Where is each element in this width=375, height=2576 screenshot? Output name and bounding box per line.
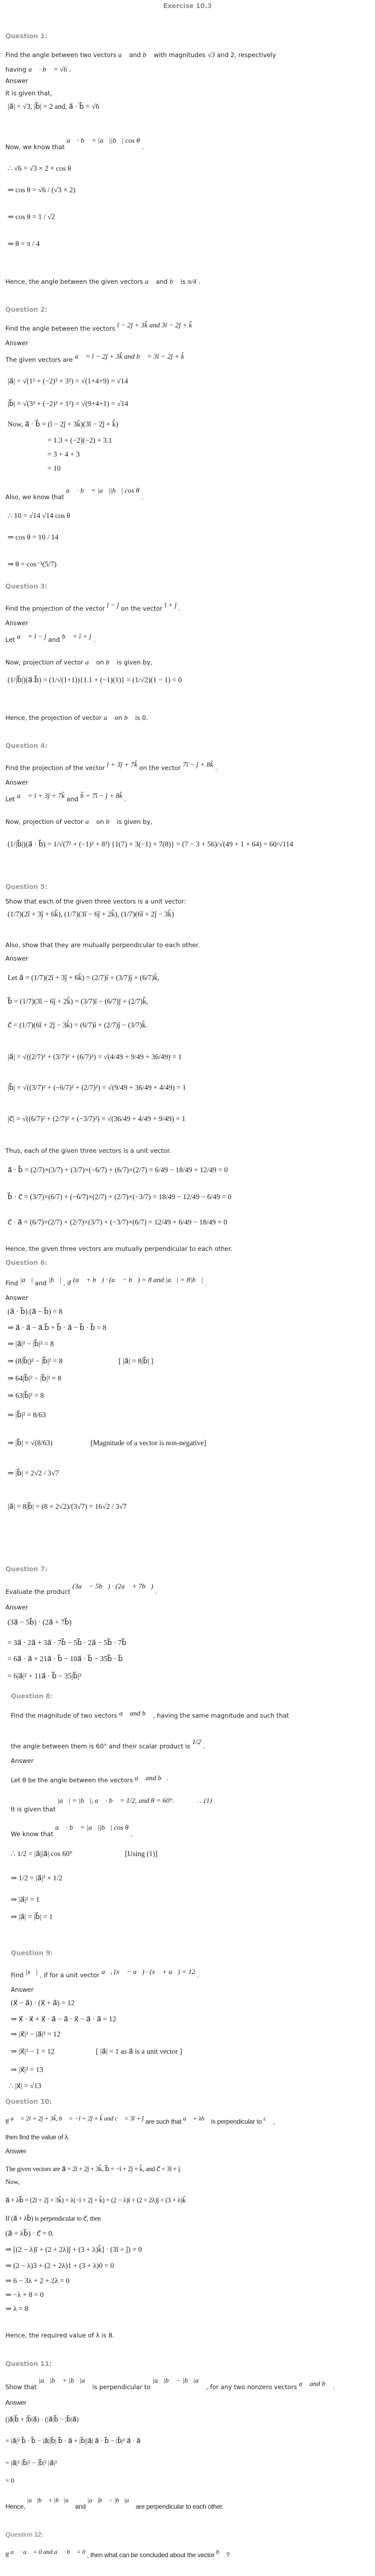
question-5-heading: Question 5: — [5, 883, 47, 891]
math-expr: î + ĵ — [164, 601, 177, 609]
question-8-prompt-cont — [11, 1738, 205, 1751]
question-11-prompt — [5, 2376, 335, 2391]
vector-b: b⃗ — [106, 658, 115, 666]
conclusion-text: Hence, the required value of λ is 8. — [5, 2332, 115, 2339]
answer-text: Now, projection of vector — [5, 818, 84, 825]
question-6-prompt — [5, 1276, 207, 1287]
answer-label: Answer — [5, 779, 29, 786]
question-5-prompt: Show that each of the given three vectors is a unit vector: — [5, 898, 186, 905]
math-expr: î − 2ĵ + 3k̂ and 3î − 2ĵ + k̂ — [117, 321, 192, 329]
question-12-heading: Question 12: — [5, 2531, 44, 2538]
answer-label: Answer — [5, 2399, 26, 2406]
prompt-text: is perpendicular to — [92, 2383, 151, 2391]
question-2-prompt — [5, 321, 192, 333]
math-step: Let a⃗ = (1/7)(2î + 3ĵ + 6k̂) = (2/7)î + (3/7)ĵ + (6/7)k̂, — [8, 974, 159, 982]
vector-a: a⃗ — [85, 817, 94, 825]
math-expr: a⃗ + λb⃗ — [183, 2115, 210, 2122]
math-expr: (1/7)(2î + 3ĵ + 6k̂), (1/7)(3î − 6ĵ + 2k̂), (1/7)(6î + 2ĵ − 3k̂) — [8, 910, 174, 918]
answer-text: Let θ be the angle between the vectors — [11, 1776, 133, 1784]
question-6-heading: Question 6: — [5, 1259, 47, 1266]
math-note: [Magnitude of a vector is non-negative] — [91, 1439, 206, 1447]
math-step: c⃗ · a⃗ = (6/7)×(2/7) + (2/7)×(3/7) + (−3/7)×(6/7) = 12/49 + 6/49 − 18/49 = 0 — [8, 1218, 227, 1226]
question-5-prompt-cont: Also, show that they are mutually perpendicular to each other. — [5, 941, 200, 949]
question-3-heading: Question 3: — [5, 583, 47, 590]
math-expr: |a⃗|b⃗ + |b⃗|a⃗ — [26, 2496, 74, 2504]
answer-text: Now, projection of vector — [5, 659, 84, 666]
answer-text: Hence, the projection of vector — [5, 714, 102, 722]
answer-text: Thus, each of the given three vectors is a unit vector. — [5, 1147, 171, 1154]
conclusion-text — [5, 713, 148, 722]
answer-text: The given vectors are — [5, 356, 73, 363]
math-step: ⇒ |b⃗| = 2√2 / 3√7 — [8, 1469, 59, 1477]
math-step: ⇒ |b⃗| = √(8/63) — [8, 1439, 53, 1447]
math-step: b⃗ = (1/7)(3î − 6ĵ + 2k̂) = (3/7)î − (6/7)ĵ + (2/7)k̂, — [8, 997, 148, 1005]
question-4-prompt — [5, 760, 217, 772]
math-step: ∴ 1/2 = |a⃗||a⃗| cos 60° — [11, 1850, 73, 1858]
math-step: ⇒ x⃗ · x⃗ + x⃗ · a⃗ − a⃗ · x⃗ − a⃗ · a⃗ = 12 — [11, 2015, 116, 2023]
answer-label: Answer — [5, 2147, 26, 2155]
answer-text: and — [48, 636, 60, 643]
page-title: Exercise 10.3 — [163, 2, 212, 10]
math-step: = 6|a⃗|² + 11a⃗ · b⃗ − 35|b⃗|² — [8, 1672, 81, 1680]
math-step: a⃗ + λb⃗ = (2î + 2ĵ + 3k̂) + λ(−î + 2ĵ + k̂) = (2 − λ)î + (2 + 2λ)ĵ + (3 + λ)k̂ — [5, 2196, 186, 2204]
question-8-heading: Question 8: — [11, 1692, 53, 1700]
question-10-heading: Question 10: — [5, 2098, 52, 2105]
prompt-text: and 2, respectively — [217, 51, 276, 59]
punct: . — [69, 66, 71, 73]
prompt-text: Find — [5, 1279, 18, 1287]
math-step: (a⃗ · b⃗).(a⃗ − b⃗) = 8 — [8, 1307, 63, 1315]
math-step: c⃗ = (1/7)(6î + 2ĵ − 3k̂) = (6/7)î + (2/7)ĵ − (3/7)k̂. — [8, 1021, 148, 1029]
math-step: |a⃗| = 8|b⃗| = (8 × 2√2)/(3√7) = 16√2 / 3√7 — [8, 1502, 127, 1510]
punct: . — [178, 605, 180, 612]
prompt-text: , then what can be concluded about the vector — [87, 2551, 215, 2559]
answer-text — [5, 352, 184, 364]
math-step: |b⃗| = √(3² + (−2)² + 1²) = √(9+4+1) = √14 — [8, 400, 128, 408]
math-step: = 10 — [47, 464, 61, 472]
prompt-text: Show that — [5, 2383, 37, 2391]
math-expr: b⃗ = î + ĵ — [61, 632, 92, 640]
math-step: ⇒ |a⃗|² − |b⃗|² = 8 — [8, 1340, 54, 1348]
vector-b: b⃗ — [143, 51, 152, 59]
math-expr: a⃗, (x⃗ − a⃗) · (x⃗ + a⃗) = 12 — [101, 1968, 196, 1976]
vector-c: c⃗ — [263, 2115, 272, 2122]
vector-b: b⃗ — [124, 713, 134, 722]
answer-label: Answer — [11, 1757, 34, 1765]
math-expr: î + 3ĵ + 7k̂ — [107, 760, 137, 768]
math-step: = 6a⃗ · a⃗ + 21a⃗ · b⃗ − 10a⃗ · b⃗ − 35b⃗ · b⃗ — [8, 1655, 123, 1663]
math-step: (1/|b⃗|)(a⃗.b⃗) = (1/√(1+1)){1.1 + (−1)(1)} = (1/√2)(1 − 1) = 0 — [8, 676, 182, 684]
prompt-text: and — [129, 51, 141, 59]
math-expr: a⃗ and b⃗ — [119, 1709, 151, 1717]
answer-text: It is given that, — [5, 89, 52, 97]
prompt-text: , having the same magnitude and such that — [152, 1712, 289, 1719]
answer-text: Now, we know that — [5, 143, 65, 151]
vector-a: a⃗ — [118, 51, 128, 59]
answer-text: on — [96, 659, 104, 666]
math-step: ⇒ |x⃗|² − 1 = 12 — [11, 2047, 55, 2055]
punct: ? — [226, 2551, 230, 2559]
math-expr: |a⃗| — [20, 1276, 33, 1284]
answer-text: and — [156, 278, 168, 285]
question-7-heading: Question 7: — [5, 1565, 47, 1573]
prompt-text: with magnitudes — [154, 51, 206, 59]
math-expr: 1/2 — [192, 1738, 202, 1746]
answer-text — [5, 792, 127, 803]
punct: . — [215, 764, 217, 772]
math-step: a⃗ · b⃗ = (2/7)×(3/7) + (3/7)×(−6/7) + (6/7)×(2/7) = 6/49 − 18/49 + 12/49 = 0 — [8, 1166, 228, 1174]
math-expr: a⃗ and b⃗ — [298, 2379, 331, 2388]
prompt-text: , for any two nonzero vectors — [206, 2383, 297, 2391]
math-step: (1/|b⃗|)(a⃗ · b⃗) = 1/√(7² + (−1)² + 8²) {1(7) + 3(−1) + 7(8)} = (7 − 3 + 56)/√(49 + 1 + 64) = 60/√114 — [8, 840, 294, 848]
vector-a: a⃗ — [145, 277, 154, 285]
math-step: ∴ √6 = √3 × 2 × cos θ — [8, 164, 71, 172]
answer-text — [11, 1796, 212, 1814]
math-expr: a⃗ = î − ĵ — [17, 632, 46, 640]
math-expr: a⃗ · b⃗ = |a⃗||b⃗| cos θ — [66, 136, 140, 144]
answer-text: Let — [5, 795, 15, 803]
answer-text: on — [96, 818, 104, 825]
math-expr: î − ĵ — [107, 601, 119, 609]
math-step: |a⃗| = √(1² + (−2)² + 3²) = √(1+4+9) = √14 — [8, 377, 128, 385]
punct: . — [197, 1971, 199, 1979]
answer-text — [5, 486, 143, 501]
math-expr: |x⃗| — [25, 1968, 38, 1976]
math-step: ⇒ 1/2 = |a⃗|² × 1/2 — [11, 1874, 63, 1882]
math-step: = 3a⃗ · 2a⃗ + 3a⃗ · 7b⃗ − 5b⃗ · 2a⃗ − 5b⃗ · 7b⃗ — [8, 1639, 127, 1647]
math-step: = 1.3 + (−2)(−2) + 3.1 — [47, 436, 113, 444]
math-step: |a⃗| = √3, |b⃗| = 2 and, a⃗ · b⃗ = √6 — [8, 102, 100, 110]
answer-text: Also, we know that — [5, 493, 64, 501]
answer-text — [5, 136, 144, 151]
conclusion-text: Hence, the given three vectors are mutually perpendicular to each other. — [5, 1245, 233, 1252]
prompt-text: are such that — [145, 2118, 182, 2125]
answer-text — [5, 632, 95, 644]
math-step: b⃗ · c⃗ = (3/7)×(6/7) + (−6/7)×(2/7) + (2/7)×(−3/7) = 18/49 − 12/49 − 6/49 = 0 — [8, 1193, 232, 1201]
prompt-text: on the vector — [139, 764, 181, 772]
question-9-prompt — [11, 1968, 199, 1979]
vector-b: b⃗ — [106, 817, 115, 825]
math-step: ⇒ cos θ = 10 / 14 — [8, 533, 59, 541]
question-12-prompt — [5, 2548, 230, 2559]
answer-text — [11, 1823, 133, 1838]
prompt-text: on the vector — [121, 605, 163, 612]
math-step: ⇒ θ = cos⁻¹(5/7) — [8, 560, 57, 568]
math-expr: |a⃗|b⃗ − |b⃗|a⃗ — [87, 2496, 134, 2504]
answer-text: on — [114, 714, 122, 722]
prompt-text: Find — [11, 1971, 24, 1979]
answer-label: Answer — [5, 1294, 29, 1301]
answer-label: Answer — [5, 955, 29, 962]
math-expr: |a⃗|b⃗ + |b⃗|a⃗ — [38, 2376, 91, 2384]
math-expr: |a⃗| = |b⃗|, a⃗ · b⃗ = 1/2, and θ = 60°. — [57, 1796, 175, 1804]
prompt-text: Find the angle between the vectors — [5, 325, 115, 332]
question-7-prompt — [5, 1582, 157, 1596]
answer-label: Answer — [5, 77, 29, 85]
math-step: = |a⃗|² |b⃗|² − |b⃗|² |a⃗|² — [5, 2459, 57, 2467]
math-step: (x⃗ − a⃗) · (x⃗ + a⃗) = 12 — [11, 1999, 75, 2007]
prompt-text: Find the projection of the vector — [5, 764, 105, 772]
vector-b: b⃗ — [169, 277, 179, 285]
question-1-heading: Question 1: — [5, 32, 47, 40]
answer-label: Answer — [5, 619, 29, 627]
answer-text: is given by, — [116, 659, 152, 666]
question-9-heading: Question 9: — [11, 1949, 53, 1957]
punct: . — [141, 493, 143, 501]
math-step: (3a⃗ − 5b⃗) · (2a⃗ + 7b⃗) — [8, 1618, 72, 1626]
punct: . — [205, 1279, 207, 1287]
prompt-text: the angle between them is 60° and their scalar product is — [11, 1742, 190, 1750]
math-step: ⇒ |a⃗| = |b⃗| = 1 — [11, 1913, 53, 1921]
math-step: ⇒ [(2 − λ)î + (2 + 2λ)ĵ + (3 + λ)k̂] · (3î + ĵ) = 0 — [5, 2245, 142, 2253]
prompt-text: and — [34, 1279, 47, 1287]
math-step: The given vectors are a⃗ = 2î + 2ĵ + 3k̂, b⃗ = −î + 2ĵ + k̂, and c⃗ = 3î + ĵ. — [5, 2165, 182, 2173]
prompt-text: having — [5, 66, 26, 73]
answer-label: Answer — [5, 339, 29, 347]
math-ref: …(1) — [197, 1796, 212, 1804]
punct: , — [273, 2118, 275, 2125]
math-step: = 0 — [5, 2477, 15, 2484]
question-4-heading: Question 4: — [5, 742, 47, 750]
answer-text: and — [66, 795, 79, 803]
punct: . — [203, 1742, 205, 1750]
math-expr: b̂ = 7î − ĵ + 8k̂ — [80, 792, 123, 800]
answer-text: Let — [5, 636, 15, 643]
math-step: ⇒ −λ + 8 = 0 — [5, 2291, 44, 2299]
math-step: |c⃗| = √((6/7)² + (2/7)² + (−3/7)²) = √(36/49 + 4/49 + 9/49) = 1 — [8, 1115, 186, 1123]
math-step: = |a⃗|² b⃗ · b⃗ − |a⃗||b⃗| b⃗ · a⃗ + |b⃗||a⃗| a⃗ · b⃗ − |b⃗|² a⃗ · a⃗ — [5, 2437, 141, 2445]
math-step: (|a⃗|b⃗ + |b⃗|a⃗) · (|a⃗|b⃗ − |b⃗|a⃗) — [5, 2416, 79, 2423]
answer-text — [5, 817, 152, 826]
math-step: ⇒ cos θ = √6 / (√3 × 2) — [8, 186, 75, 194]
prompt-text: If — [5, 2551, 9, 2559]
prompt-text: Find the projection of the vector — [5, 605, 105, 612]
math-expr: a⃗ = 2î + 2ĵ + 3k̂, b⃗ = −î + 2ĵ + k̂ and c⃗ = 3î + ĵ — [10, 2115, 144, 2122]
math-step: ⇒ |a⃗|² = 1 — [11, 1895, 40, 1903]
math-step: ⇒ |b⃗|² = 8/63 — [8, 1411, 46, 1419]
prompt-text: If — [5, 2118, 9, 2125]
math-step: ⇒ 6 − 3λ + 2 + 2λ = 0 — [5, 2277, 70, 2285]
math-step: ⇒ λ = 8 — [5, 2305, 29, 2313]
prompt-text: Find the angle between two vectors — [5, 51, 116, 59]
vector-a: a⃗ — [85, 658, 94, 666]
math-step: ⇒ (2 − λ)3 + (2 + 2λ)1 + (3 + λ)0 = 0 — [5, 2262, 114, 2270]
prompt-text: is perpendicular to — [211, 2118, 262, 2125]
question-3-prompt — [5, 601, 180, 613]
vector-a: a⃗ — [103, 713, 113, 722]
punct: . — [332, 2383, 335, 2391]
question-1-prompt — [5, 51, 276, 59]
math-step: ⇒ (8|b⃗|)² − |b⃗|² = 8 — [8, 1357, 63, 1365]
math-step: |b⃗| = √((3/7)² + (−6/7)² + (2/7)²) = √(9/49 + 36/49 + 4/49) = 1 — [8, 1083, 186, 1091]
answer-text: are perpendicular to each other. — [135, 2503, 224, 2510]
math-step: ⇒ cos θ = 1 / √2 — [8, 213, 55, 221]
prompt-text: , if for a unit vector — [39, 1971, 100, 1979]
prompt-text: Find the magnitude of two vectors — [11, 1712, 117, 1719]
conclusion-text — [5, 2496, 224, 2511]
math-expr: π/4 — [187, 277, 197, 285]
math-expr: (3a⃗ − 5b⃗) · (2a⃗ + 7b⃗) — [72, 1582, 154, 1590]
answer-text: We know that — [11, 1830, 53, 1838]
punct: . — [93, 636, 95, 643]
prompt-text: , if — [63, 1279, 71, 1287]
answer-text: It is given that — [11, 1805, 56, 1813]
math-step: ⇒ 64|b⃗|² − |b⃗|² = 8 — [8, 1374, 61, 1382]
math-step: |a⃗| = √((2/7)² + (3/7)² + (6/7)²) = √(4/49 + 9/49 + 36/49) = 1 — [8, 1053, 182, 1061]
math-expr: 7î − ĵ + 8k̂ — [183, 760, 213, 768]
math-expr: √3 — [207, 51, 215, 59]
answer-text: Hence, the angle between the given vectors — [5, 278, 143, 285]
math-expr: (a⃗ + b⃗) · (a⃗ − b⃗) = 8 and |a⃗| = 8|b⃗| — [73, 1276, 203, 1284]
math-note: [ |a⃗| = 1 as a⃗ is a unit vector ] — [96, 2047, 183, 2055]
math-expr: a⃗ · b⃗ = |a⃗||b⃗| cos θ — [66, 486, 140, 494]
question-10-prompt-cont: then find the value of λ. — [5, 2133, 70, 2141]
math-step: Now, a⃗ · b⃗ = (î − 2ĵ + 3k̂)(3î − 2ĵ + k̂) — [8, 420, 119, 428]
punct: . — [155, 1588, 157, 1595]
math-note: [Using (1)] — [125, 1850, 158, 1858]
answer-text — [5, 658, 152, 667]
math-step: ∴ |x⃗| = √13 — [9, 2082, 41, 2090]
answer-text: Hence, — [5, 2503, 25, 2510]
vector-b: b⃗ — [216, 2548, 225, 2556]
punct: . — [124, 795, 127, 803]
math-step: ⇒ |x⃗|² − |a⃗|² = 12 — [11, 2030, 61, 2038]
question-8-prompt — [11, 1711, 289, 1720]
answer-text: is given by, — [116, 818, 152, 825]
math-step: ⇒ θ = π / 4 — [8, 240, 40, 248]
math-note: [ |a⃗| = 8|b⃗| ] — [119, 1357, 154, 1365]
punct: . — [142, 143, 144, 151]
punct: . — [130, 1830, 133, 1838]
math-step: = 3 + 4 + 3 — [47, 450, 80, 458]
math-step: (a⃗ + λb⃗) · c⃗ = 0. — [5, 2229, 54, 2237]
math-expr: a⃗ · b⃗ = √6 — [28, 65, 67, 73]
math-step: If (a⃗ + λb⃗) is perpendicular to c⃗, then — [5, 2215, 101, 2222]
conclusion-text — [5, 277, 200, 286]
question-11-heading: Question 11: — [5, 2360, 52, 2368]
math-expr: a⃗ = î − 2ĵ + 3k̂ and b⃗ = 3î − 2ĵ + k̂ — [74, 352, 184, 360]
answer-text — [11, 1776, 169, 1784]
answer-label: Answer — [5, 1604, 29, 1611]
question-10-prompt — [5, 2115, 275, 2126]
math-step: ∴ 10 = √14 √14 cos θ — [8, 512, 71, 520]
answer-label: Answer — [11, 1986, 34, 1993]
answer-text: is 0. — [135, 714, 148, 722]
punct: . — [198, 278, 200, 285]
prompt-text: Evaluate the product — [5, 1588, 71, 1595]
answer-text: and — [75, 2503, 86, 2510]
question-2-heading: Question 2: — [5, 306, 47, 313]
math-step: Now, — [5, 2178, 20, 2186]
math-expr: |a⃗|b⃗ − |b⃗|a⃗ — [152, 2376, 204, 2384]
answer-text: is — [180, 278, 186, 285]
question-1-prompt-cont — [5, 65, 71, 74]
math-expr: |b⃗| — [48, 1276, 61, 1284]
math-step: ⇒ |x⃗|² = 13 — [11, 2066, 43, 2074]
math-expr: a⃗ = î + 3ĵ + 7k̂ — [17, 792, 65, 800]
math-expr: a⃗ and b⃗. — [135, 1774, 169, 1782]
math-expr: a⃗ · a⃗ = 0 and a⃗ · b⃗ = 0 — [10, 2548, 86, 2556]
math-step: ⇒ 63|b⃗|² = 8 — [8, 1391, 44, 1399]
math-step: ⇒ a⃗ · a⃗ − a⃗.b⃗ + b⃗ · a⃗ − b⃗ · b⃗ = 8 — [8, 1324, 107, 1332]
math-expr: a⃗ · b⃗ = |a⃗||b⃗| cos θ — [55, 1823, 129, 1831]
